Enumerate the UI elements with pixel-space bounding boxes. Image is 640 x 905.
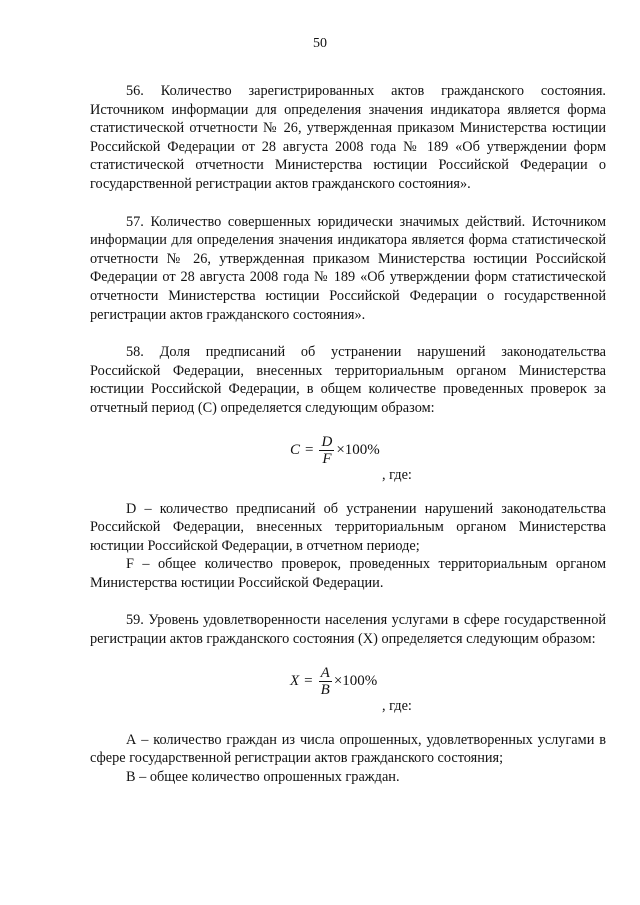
formula-x — [90, 661, 606, 723]
formula-c-lhs: C — [290, 441, 301, 458]
paragraph-59-b: В – общее количество опрошенных граждан. — [126, 768, 400, 785]
formula-x-numerator: A — [320, 664, 330, 681]
formula-c-fraction — [319, 434, 334, 467]
paragraph-57: 57. Количество совершенных юридически значимых действий. Источником информации для определения значения индикатора является форма статистической отчетности № 26, утвержденная приказом Министерства юстиции Российской Федерации от 28 августа 2008 года № 189 «Об утверждении форм статистической отчетности Министерства юстиции Российской Федерации о государственной регистрации актов гражданского состояния». — [90, 213, 606, 323]
paragraph-56: 56. Количество зарегистрированных актов гражданского состояния. Источником информации для определения значения индикатора является форма статистической отчетности № 26, утвержденная приказом Министерства юстиции Российской Федерации от 28 августа 2008 года № 189 «Об утверждении форм статистической отчетности Министерства юстиции Российской Федерации о государственной регистрации актов гражданского состояния». — [90, 83, 606, 192]
paragraph-58: 58. Доля предписаний об устранении нарушений законодательства Российской Федерации, внесенных территориальным органом Министерства юстиции Российской Федерации, в общем количестве проведенных проверок за отчетный период (С) определяется следующим образом: — [90, 344, 606, 416]
paragraph-58-d: D – количество предписаний об устранении нарушений законодательства Российской Федерации, внесенных территориальным органом Министерства юстиции Российской Федерации, в отчетном периоде; — [90, 500, 606, 554]
formula-c — [90, 430, 606, 492]
paragraph-59-a: А – количество граждан из числа опрошенных, удовлетворенных услугами в сфере государственной регистрации актов гражданского состояния; — [90, 731, 606, 767]
paragraph-58-f: F – общее количество проверок, проведенных территориальным органом Министерства юстиции Российской Федерации. — [90, 556, 606, 591]
formula-c-where: , где: — [382, 466, 412, 483]
formula-c-denominator: F — [322, 450, 332, 467]
formula-x-fraction — [319, 665, 332, 698]
formula-c-numerator: D — [321, 433, 333, 450]
page-content — [90, 82, 606, 786]
page-number: 50 — [313, 36, 327, 51]
formula-x-where: , где: — [382, 697, 412, 714]
formula-x-lhs: X — [290, 672, 300, 689]
formula-x-multiplier: ×100% — [333, 672, 378, 689]
formula-x-denominator: B — [320, 681, 330, 698]
formula-c-multiplier: ×100% — [336, 441, 380, 458]
formula-c-equals: = — [305, 441, 314, 458]
formula-x-equals: = — [304, 672, 313, 689]
paragraph-59: 59. Уровень удовлетворенности населения услугами в сфере государственной регистрации актов гражданского состояния (X) определяется следующим образом: — [90, 612, 606, 648]
